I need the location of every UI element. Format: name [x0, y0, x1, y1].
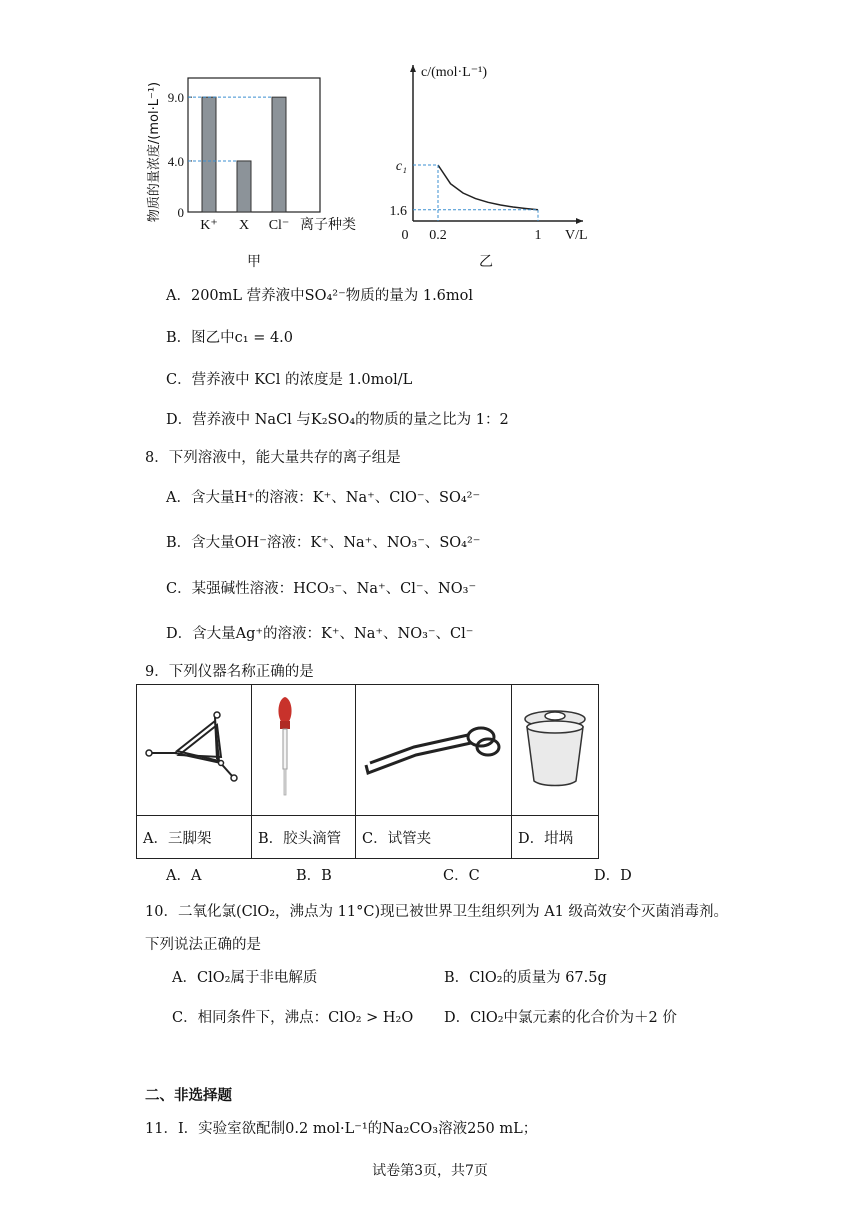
caption-d: D．坩埚 [512, 816, 599, 859]
x-tick-label: Cl⁻ [268, 218, 290, 233]
q8-option-b[interactable]: B．含大量OH⁻溶液：K⁺、Na⁺、NO₃⁻、SO₄²⁻ [166, 535, 481, 551]
chart-yi [385, 55, 600, 270]
y-tick-label: 9.0 [167, 90, 184, 106]
q9-option-c[interactable]: C．C [443, 868, 480, 884]
page-footer: 试卷第3页，共7页 [372, 1163, 488, 1179]
x-tick-label: 0.2 [429, 228, 447, 243]
q8-option-a[interactable]: A．含大量H⁺的溶液：K⁺、Na⁺、ClO⁻、SO₄²⁻ [166, 490, 481, 506]
q7-option-c[interactable]: C．营养液中 KCl 的浓度是 1.0mol/L [166, 372, 413, 388]
caption-b: B．胶头滴管 [252, 816, 356, 859]
q10-option-b[interactable]: B．ClO₂的质量为 67.5g [444, 970, 607, 986]
bar [202, 97, 216, 212]
y-tick-label: 4.0 [167, 153, 184, 169]
x-tick-label: 0 [401, 228, 409, 243]
section-heading: 二、非选择题 [145, 1087, 232, 1104]
x-tick-label: K⁺ [200, 218, 218, 233]
x-tick-label: 1 [534, 228, 542, 243]
bar [237, 161, 251, 212]
x-axis-label: V/L [565, 228, 588, 243]
y-tick-label: 0 [177, 205, 184, 220]
y-axis-label: c/(mol·L⁻¹) [421, 65, 488, 80]
y-tick-label: c₁ [395, 159, 407, 174]
q10-option-a[interactable]: A．ClO₂属于非电解质 [172, 970, 318, 986]
x-axis-label: 离子种类 [300, 217, 356, 233]
q10-option-c[interactable]: C．相同条件下，沸点：ClO₂ > H₂O [172, 1010, 414, 1026]
bar [272, 97, 286, 212]
q8-option-d[interactable]: D．含大量Ag⁺的溶液：K⁺、Na⁺、NO₃⁻、Cl⁻ [166, 626, 474, 642]
q10-stem-line2: 下列说法正确的是 [145, 937, 261, 953]
q7-option-d[interactable]: D．营养液中 NaCl 与K₂SO₄的物质的量之比为 1：2 [166, 412, 509, 428]
crucible-image-cell [512, 685, 599, 816]
caption-c: C．试管夹 [356, 816, 512, 859]
crucible-icon [512, 685, 598, 811]
instrument-table [136, 684, 599, 859]
triangle-image-cell [137, 685, 252, 816]
caption-a: A．三脚架 [137, 816, 252, 859]
dropper-icon [252, 685, 355, 811]
dropper-image-cell [252, 685, 356, 816]
q8-option-c[interactable]: C．某强碱性溶液：HCO₃⁻、Na⁺、Cl⁻、NO₃⁻ [166, 581, 477, 597]
q9-option-a[interactable]: A．A [166, 868, 202, 884]
tongs-image-cell [356, 685, 512, 816]
q8-stem: 8．下列溶液中，能大量共存的离子组是 [145, 450, 401, 466]
y-tick-label: 1.6 [389, 203, 407, 219]
q9-stem: 9．下列仪器名称正确的是 [145, 664, 314, 680]
series-line [438, 165, 538, 210]
y-axis-label: 物质的量浓度/(mol·L⁻¹) [147, 81, 162, 223]
tongs-icon [356, 685, 511, 811]
q9-option-d[interactable]: D．D [594, 868, 632, 884]
x-axis-arrow [576, 218, 583, 224]
q10-option-d[interactable]: D．ClO₂中氯元素的化合价为＋2 价 [444, 1010, 677, 1026]
q11-stem: 11．I．实验室欲配制0.2 mol·L⁻¹的Na₂CO₃溶液250 mL； [145, 1121, 538, 1137]
q9-option-b[interactable]: B．B [296, 868, 332, 884]
q10-stem-line1: 10．二氧化氯(ClO₂，沸点为 11°C)现已被世界卫生组织列为 A1 级高效安个灭菌消毒剂。 [145, 904, 729, 920]
x-tick-label: X [238, 218, 250, 233]
chart-title: 甲 [247, 254, 261, 270]
clay-triangle-icon [137, 685, 251, 811]
y-axis-arrow [410, 65, 416, 72]
q7-option-a[interactable]: A．200mL 营养液中SO₄²⁻物质的量为 1.6mol [166, 288, 474, 304]
chart-jia [140, 70, 380, 270]
q7-option-b[interactable]: B．图乙中c₁ = 4.0 [166, 330, 294, 346]
chart-title: 乙 [479, 254, 493, 270]
